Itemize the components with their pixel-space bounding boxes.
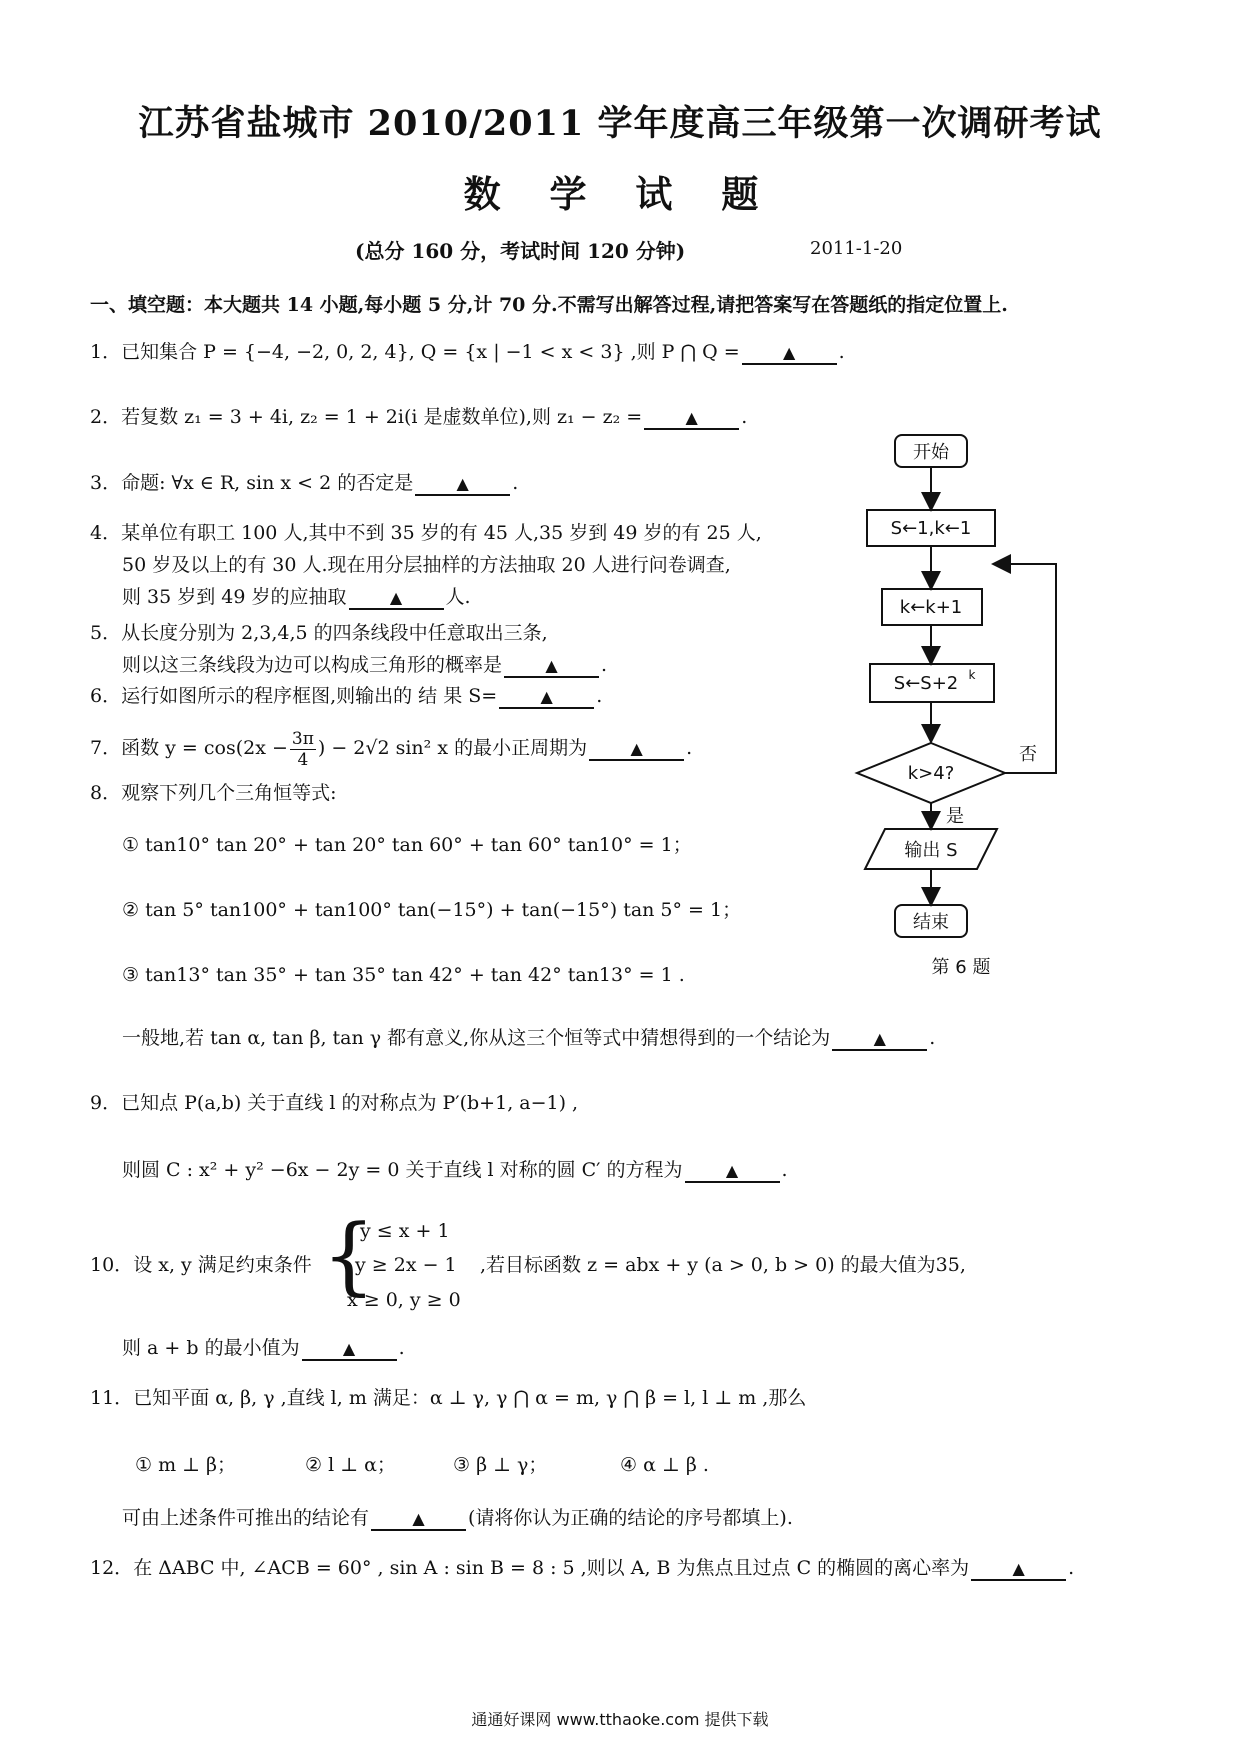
question-text: 则圆 C : x² + y² −6x − 2y = 0 关于直线 l 对称的圆 C′ 的方程为 xyxy=(122,1159,683,1181)
answer-blank: ▲ xyxy=(742,343,837,365)
flow-end-label: 结束 xyxy=(913,912,949,933)
question-3: 3．命题: ∀x ∈ R, sin x < 2 的否定是 ▲ . xyxy=(90,472,519,494)
question-text: 若复数 z₁ = 3 + 4i, z₂ = 1 + 2i(i 是虚数单位),则 z₁ − z₂ = xyxy=(121,406,643,428)
question-text: 函数 y = cos(2x − xyxy=(121,737,288,759)
question-6: 6．运行如图所示的程序框图,则输出的 结 果 S= ▲ . xyxy=(90,685,603,707)
question-text: 可由上述条件可推出的结论有 xyxy=(122,1507,370,1529)
answer-blank: ▲ xyxy=(499,687,594,709)
question-10 xyxy=(90,1252,312,1278)
question-text: 某单位有职工 100 人,其中不到 35 岁的有 45 人,35 岁到 49 岁的有 25 人, xyxy=(121,522,762,544)
question-text: 运行如图所示的程序框图,则输出的 结 果 S= xyxy=(121,685,498,707)
question-text: 一般地,若 tan α, tan β, tan γ 都有意义,你从这三个恒等式中猜想得到的一个结论为 xyxy=(122,1027,831,1049)
question-text: 已知集合 P = {−4, −2, 0, 2, 4}, Q = {x | −1 < x < 3} ,则 P ⋂ Q = xyxy=(121,341,740,363)
footer: 通通好课网 www.tthaoke.com 提供下载 xyxy=(471,1710,769,1729)
question-10-objective: ,若目标函数 z = abx + y (a > 0, b > 0) 的最大值为35, xyxy=(480,1254,966,1276)
constraint-3: x ≥ 0, y ≥ 0 xyxy=(347,1289,461,1311)
fraction: $\frac{3\pi}{4}$ xyxy=(291,728,314,770)
exam-title: 江苏省盐城市 2010/2011 学年度高三年级第一次调研考试 xyxy=(138,103,1102,144)
identity-3: ③ tan13° tan 35° + tan 35° tan 42° + tan 42° tan13° = 1 . xyxy=(122,964,685,986)
flow-cond-label: k>4? xyxy=(907,763,955,784)
answer-blank: ▲ xyxy=(971,1559,1066,1581)
question-1: 1．已知集合 P = {−4, −2, 0, 2, 4}, Q = {x | −1 < x < 3} ,则 P ⋂ Q = ▲ . xyxy=(90,341,845,363)
question-text: 已知平面 α, β, γ ,直线 l, m 满足：α ⊥ γ, γ ⋂ α = m, γ ⋂ β = l, l ⊥ m ,那么 xyxy=(133,1387,807,1409)
question-text: 50 岁及以上的有 30 人.现在用分层抽样的方法抽取 20 人进行问卷调查, xyxy=(122,554,731,576)
question-text: ) − 2√2 sin² x 的最小正周期为 xyxy=(317,737,588,759)
question-12: 12．在 ΔABC 中, ∠ACB = 60° , sin A : sin B = 8 : 5 ,则以 A, B 为焦点且过点 C 的椭圆的离心率为 ▲ . xyxy=(90,1557,1075,1579)
question-number: 11． xyxy=(90,1387,134,1409)
answer-blank: ▲ xyxy=(371,1509,466,1531)
question-11-line3: 可由上述条件可推出的结论有 ▲ (请将你认为正确的结论的序号都填上). xyxy=(122,1507,793,1529)
question-text: 则 35 岁到 49 岁的应抽取 xyxy=(122,586,347,608)
question-text: 设 x, y 满足约束条件 xyxy=(133,1254,312,1276)
question-5: 5．从长度分别为 2,3,4,5 的四条线段中任意取出三条, 则以这三条线段为边可以构成三角形的概率是 ▲ . xyxy=(90,622,608,676)
answer-blank: ▲ xyxy=(832,1029,927,1051)
answer-blank: ▲ xyxy=(504,656,599,678)
question-text: 从长度分别为 2,3,4,5 的四条线段中任意取出三条, xyxy=(121,622,548,644)
option-4: ④ α ⊥ β . xyxy=(620,1454,709,1476)
question-number: 10． xyxy=(90,1254,134,1276)
question-11 xyxy=(90,1385,806,1411)
flow-output-label: 输出 S xyxy=(904,840,958,861)
flow-no-label: 否 xyxy=(1019,744,1037,765)
answer-blank: ▲ xyxy=(685,1161,780,1183)
question-4: 4．某单位有职工 100 人,其中不到 35 岁的有 45 人,35 岁到 49 岁的有 25 人, 50 岁及以上的有 30 人.现在用分层抽样的方法抽取 20 人进行问卷调查, 则 35 岁到 49 岁的应抽取 ▲ 人. xyxy=(90,522,762,608)
question-number: 12． xyxy=(90,1557,134,1579)
flow-init-label: S←1,k←1 xyxy=(890,518,972,539)
section-heading: 一、填空题：本大题共 14 小题,每小题 5 分,计 70 分.不需写出解答过程,请把答案写在答题纸的指定位置上. xyxy=(90,294,1008,316)
flowchart xyxy=(820,430,1090,990)
flow-caption: 第 6 题 xyxy=(931,957,991,978)
question-text: 命题: ∀x ∈ R, sin x < 2 的否定是 xyxy=(121,472,414,494)
identity-2: ② tan 5° tan100° + tan100° tan(−15°) + tan(−15°) tan 5° = 1； xyxy=(122,899,742,921)
question-number: 5． xyxy=(90,622,122,644)
flow-update-sup: k xyxy=(968,668,976,682)
question-number: 8． xyxy=(90,782,122,804)
question-7: 7．函数 y = cos(2x − $\frac{3\pi}{4}$ ) − 2√2 sin² x 的最小正周期为 ▲ . xyxy=(90,728,693,770)
identity-1: ① tan10° tan 20° + tan 20° tan 60° + tan 60° tan10° = 1； xyxy=(122,834,692,856)
constraint-2: y ≥ 2x − 1 xyxy=(355,1254,457,1276)
question-number: 9． xyxy=(90,1092,122,1114)
question-number: 3． xyxy=(90,472,122,494)
question-text: 观察下列几个三角恒等式: xyxy=(121,782,337,804)
question-text: 在 ΔABC 中, ∠ACB = 60° , sin A : sin B = 8 : 5 ,则以 A, B 为焦点且过点 C 的椭圆的离心率为 xyxy=(133,1557,970,1579)
answer-blank: ▲ xyxy=(349,588,444,610)
question-number: 4． xyxy=(90,522,122,544)
option-1: ① m ⊥ β； xyxy=(135,1454,237,1476)
question-10-line2: 则 a + b 的最小值为 ▲ . xyxy=(122,1337,405,1359)
question-text: 则以这三条线段为边可以构成三角形的概率是 xyxy=(122,654,503,676)
flow-yes-label: 是 xyxy=(946,806,964,827)
constraint-1: y ≤ x + 1 xyxy=(360,1220,450,1242)
exam-date: 2011-1-20 xyxy=(810,238,903,259)
answer-blank: ▲ xyxy=(589,739,684,761)
flow-inc-label: k←k+1 xyxy=(899,597,963,618)
question-text: 已知点 P(a,b) 关于直线 l 的对称点为 P′(b+1, a−1) , xyxy=(121,1092,579,1114)
option-2: ② l ⊥ α； xyxy=(305,1454,396,1476)
exam-info: (总分 160 分，考试时间 120 分钟) xyxy=(355,239,686,263)
question-9 xyxy=(90,1090,578,1116)
question-text: 则 a + b 的最小值为 xyxy=(122,1337,300,1359)
question-9-line2: 则圆 C : x² + y² −6x − 2y = 0 关于直线 l 对称的圆 C′ 的方程为 ▲ . xyxy=(122,1159,788,1181)
answer-blank: ▲ xyxy=(644,408,739,430)
question-number: 6． xyxy=(90,685,122,707)
answer-blank: ▲ xyxy=(415,474,510,496)
question-number: 2． xyxy=(90,406,122,428)
question-number: 1． xyxy=(90,341,122,363)
constraint-brace: { xyxy=(322,1206,376,1304)
question-number: 7． xyxy=(90,737,122,759)
exam-subtitle: 数 学 试 题 xyxy=(463,172,777,216)
question-2: 2．若复数 z₁ = 3 + 4i, z₂ = 1 + 2i(i 是虚数单位),则 z₁ − z₂ = ▲ . xyxy=(90,406,748,428)
question-8-conclusion: 一般地,若 tan α, tan β, tan γ 都有意义,你从这三个恒等式中猜想得到的一个结论为 ▲ . xyxy=(122,1027,936,1049)
flow-update-label: S←S+2 xyxy=(893,673,959,694)
question-8 xyxy=(90,780,337,806)
option-3: ③ β ⊥ γ； xyxy=(453,1454,548,1476)
flow-start-label: 开始 xyxy=(913,442,949,463)
answer-blank: ▲ xyxy=(302,1339,397,1361)
